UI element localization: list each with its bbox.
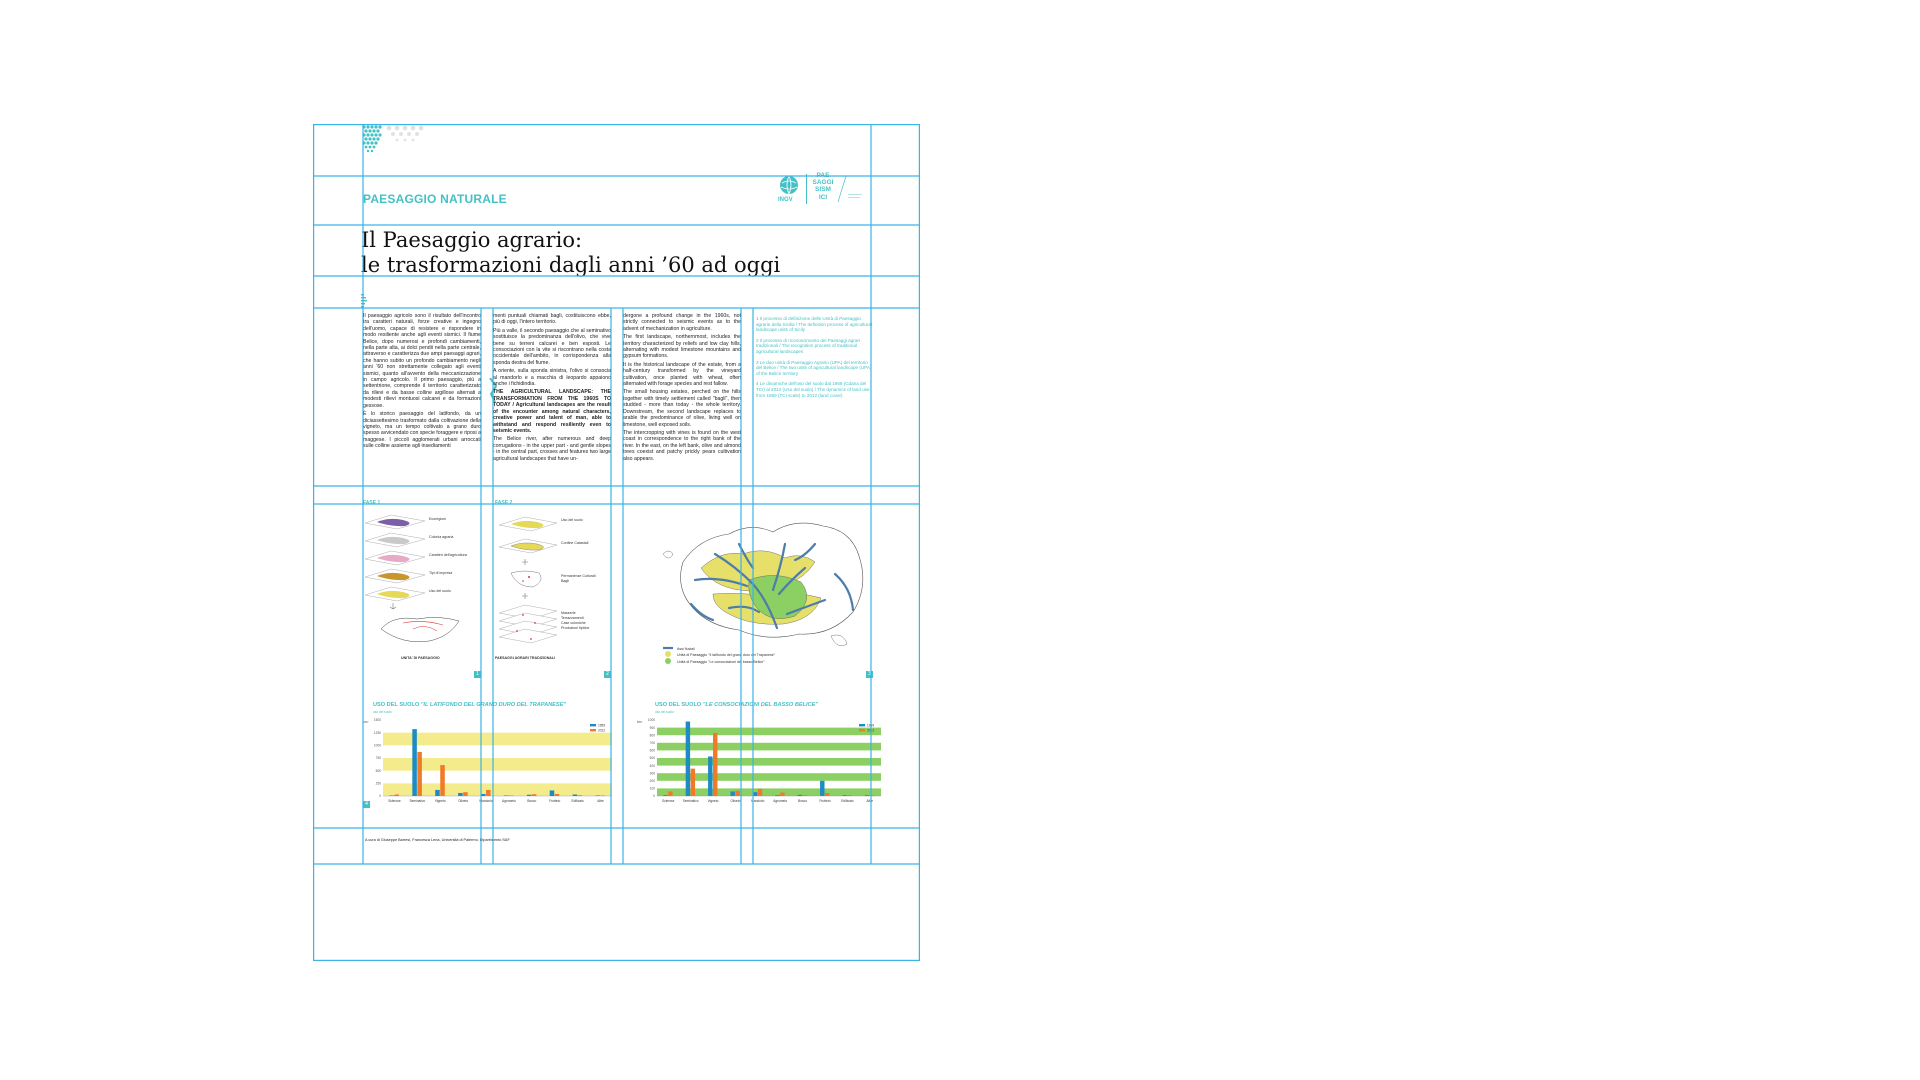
paragraph: Il paesaggio agricolo sono il risultato dell'incontro tra caratteri naturali, forze creative e ingegno dell'uomo, capace di resistere e rispondere in modo resiliente anche agli eventi sismici. Il fiume Belice, dopo numerosi e profondi cambiamenti, nella parte alta, ai dolci pendii nella parte centrale, attraverso e caratterizza due ampi paesaggi agrari, che hanno subito un profondo cambiamento negli anni '60 non strettamente collegato agli eventi sismici, quanto all'avvento della meccanizzazione in campo agricolo. Il primo paesaggio, più a settentrione, comprende il territorio caratterizzato da rilievi e da basse colline argillose alternati a modesti rilievi montuosi calcarei e da formazioni gessose. <box>363 313 481 409</box>
logo-line: PAE <box>816 172 830 179</box>
legend-label: 1959 <box>598 723 606 728</box>
bar-2012 <box>509 795 514 796</box>
legend-swatch <box>859 724 865 726</box>
bar-2012 <box>803 795 807 796</box>
x-tick-label: Vigneto <box>707 799 719 803</box>
figure-number: 3 <box>866 671 873 678</box>
x-tick-label: Agrumeto <box>502 799 516 803</box>
layer-label: Terrazzamenti <box>561 616 584 620</box>
chart-title-prefix: USO DEL SUOLO <box>373 702 421 708</box>
legend-label: 2012 <box>867 728 875 733</box>
paragraph: È lo storico paesaggio del latifondo, da un diciassettesimo trasformato dalla coltivazione della vigneto, ma un tempo coltivato a grano duro spesso avvicendato con specie foraggere e riposi a maggese. I piccoli agglomerati urbani arroccati sulle colline assieme agli insediamenti <box>363 411 481 450</box>
paragraph: The first landscape, northernmost, includes the territory characterized by reliefs and low clay hills, alternating with modest limestone mountains and gypsum formations. <box>623 334 741 360</box>
bar-2012 <box>780 793 784 796</box>
legend-label: Unità di Paesaggio "Le consociazioni del basso Belice" <box>677 660 765 664</box>
chart-2-title <box>655 702 818 708</box>
bar-1959 <box>686 722 690 796</box>
y-tick-label: 250 <box>375 781 381 786</box>
legend-label: Unità di Paesaggio "Il latifondo del grano duro del Trapanese" <box>677 653 776 657</box>
document-page <box>313 124 920 961</box>
bar-1959 <box>865 795 869 796</box>
y-axis-label: km² <box>637 720 643 724</box>
dot-pattern-icon <box>361 124 441 164</box>
y-tick-label: 100 <box>649 786 655 791</box>
chart-title-prefix: USO DEL SUOLO <box>655 702 703 708</box>
chart-1 <box>361 716 616 808</box>
y-tick-label: 500 <box>649 756 655 761</box>
text-column-3 <box>623 313 741 487</box>
chart-band <box>383 733 612 746</box>
ingv-logo-text: INGV <box>778 197 793 203</box>
y-tick-label: 500 <box>375 768 381 773</box>
bar-2012 <box>578 795 583 796</box>
y-tick-label: 300 <box>649 771 655 776</box>
bar-2012 <box>735 791 739 796</box>
layer-label: Case coloniche <box>561 621 586 625</box>
title-line-2: le trasformazioni dagli anni ’60 ad oggi <box>361 253 781 277</box>
bar-1959 <box>504 795 509 796</box>
layer-label: Masserie <box>561 611 576 615</box>
layer-label: Confine Catastali <box>561 541 589 545</box>
x-tick-label: Frutteto <box>549 799 561 803</box>
legend-label: Assi fluviali <box>677 647 695 651</box>
bar-2012 <box>825 793 829 796</box>
paragraph: menti puntuali chiamati bagli, costituiscono ebbe, più di oggi, l'intero territorio. <box>493 313 611 326</box>
figure-caption: UNITA' DI PAESAGGIO <box>401 656 440 660</box>
y-tick-label: 800 <box>649 733 655 738</box>
y-tick-label: 1000 <box>647 718 655 723</box>
x-tick-label: Sclerose <box>388 799 401 803</box>
bar-2012 <box>668 791 672 796</box>
bar-2012 <box>847 795 851 796</box>
bar-1959 <box>663 795 667 796</box>
figure-number: 4 <box>363 801 370 808</box>
bar-1959 <box>798 795 802 796</box>
legend-swatch <box>859 729 865 731</box>
chart-band <box>657 728 881 736</box>
bar-1959 <box>596 795 601 796</box>
y-tick-label: 1250 <box>373 730 381 735</box>
fig-label-fase2: FASE 2 <box>495 500 513 506</box>
fig-label-fase1: FASE 1 <box>363 500 381 506</box>
bar-2012 <box>486 790 491 796</box>
chart-band <box>657 743 881 751</box>
side-note: 4 Le dinamiche dell'uso del suolo dal 1959 (Cdana del TCI) al 2012 (Uso del suolo) / The dynamics of land use from 1959 (TCI scale) to 2012 (land cover) <box>756 381 870 398</box>
y-tick-label: 600 <box>649 748 655 753</box>
text-column-2 <box>493 313 611 487</box>
bar-2012 <box>758 789 762 796</box>
map-legend <box>663 647 776 664</box>
chart-band <box>657 773 881 781</box>
chart-title-emph: "LE CONSOCIAZIONI DEL BASSO BELICE" <box>702 702 818 708</box>
x-tick-label: Edificato <box>571 799 584 803</box>
x-tick-label: Agrumeto <box>773 799 788 803</box>
x-tick-label: Oliveto <box>458 799 469 803</box>
chart-2-subtitle: uso del suolo <box>655 710 674 714</box>
layer-label: Uso del suolo <box>429 589 451 593</box>
bar-1959 <box>842 795 846 796</box>
chart-band <box>657 788 881 796</box>
footer-credit: A cura di Giuseppe Barresi, Francesca Lena, Università di Palermo, Dipartimento SAF <box>365 838 510 842</box>
side-note: 2 Il processo di riconoscimento dei Paesaggi agrari tradizionali / The recognition process of traditional agricultural landscapes <box>756 337 860 354</box>
x-tick-label: Altre <box>866 799 874 803</box>
bar-2012 <box>555 794 560 796</box>
belice-map <box>655 504 873 664</box>
bar-1959 <box>527 795 532 796</box>
y-tick-label: 0 <box>653 794 655 799</box>
legend-label: 1959 <box>867 723 875 728</box>
figure-number: 2 <box>604 671 611 678</box>
bar-2012 <box>417 752 422 796</box>
logo-line: SAGGI <box>812 179 834 187</box>
paragraph: dergone a profound change in the 1960s, not strictly connected to seismic events as to the advent of mechanization in agriculture. <box>623 313 741 332</box>
x-tick-label: Altre <box>597 799 604 803</box>
ingv-globe-icon <box>778 174 800 196</box>
figure-1-layers <box>363 511 483 671</box>
x-tick-label: Mandorlo <box>479 799 493 803</box>
x-tick-label: Mandorlo <box>751 799 765 803</box>
chart-1-subtitle: uso del suolo <box>373 710 392 714</box>
logo-divider <box>806 174 807 204</box>
side-note: 3 Le due unità di Paesaggio Agrario (UPA) del territorio del Belice / The two units of agricultural landscape (UPA) of the Belice territory <box>756 359 872 376</box>
chart-title-emph: "IL LATIFONDO DEL GRANO DURO DEL TRAPANESE" <box>420 702 567 708</box>
paragraph: It is the historical landscape of the estate, from a half-century transformed by the vineyard cultivation, once planted with wheat, often alternated with forage species and rest fallow. <box>623 361 741 388</box>
bar-2012 <box>691 769 695 796</box>
x-tick-label: Seminativo <box>409 799 426 803</box>
y-axis-label: km² <box>363 720 369 724</box>
bar-1959 <box>820 781 824 796</box>
layer-label: Uso del suolo <box>561 518 583 522</box>
legend-swatch <box>590 724 596 726</box>
slash-logo-icon <box>836 174 866 204</box>
page-title <box>361 228 881 278</box>
figure-caption: PAESAGGI AGRARI TRADIZIONALI <box>495 656 556 660</box>
layer-label: Caratteri dell'agricoltura <box>429 553 467 557</box>
bar-1959 <box>730 791 734 796</box>
title-line-1: Il Paesaggio agrario: <box>361 228 583 252</box>
layer-label: Bagli <box>561 579 569 583</box>
x-tick-label: Seminativo <box>682 799 699 803</box>
layer-label: Colonia agraria <box>429 535 454 539</box>
legend-label: 2012 <box>598 728 606 733</box>
bar-1959 <box>550 790 555 796</box>
paragraph: Più a valle, il secondo paesaggio che al seminativo sostituisce la predominanza dell'olivo, che vive bene su terreni calcarei e ben esposti. Le consociazioni con la vite si riscontrano nella costa occidentale dell'ambito, in corrispondenza alla sponda destra del fiume. <box>493 327 611 366</box>
bar-2012 <box>440 765 445 796</box>
bar-2012 <box>463 792 468 796</box>
layer-label: Permanenze Culturali <box>561 574 596 578</box>
y-tick-label: 200 <box>649 779 655 783</box>
side-note: 1 Il processo di definizione delle Unità di Paesaggio agrarie della Sicilia / The definition process of agricultural landscape units of Sicily <box>756 316 873 333</box>
chart-band <box>657 758 881 766</box>
paragraph: The Belice river, after numerous and deep corrugations - in the upper part - and gentle slopes - in the central part, crosses and features two large agricultural landscapes that have un- <box>493 436 611 462</box>
bar-2012 <box>601 795 606 796</box>
figure-number: 1 <box>474 671 481 678</box>
chart-2 <box>635 716 885 808</box>
x-tick-label: Bosco <box>527 799 537 803</box>
x-tick-label: Vigneto <box>434 799 446 803</box>
figure-2-layers <box>495 511 615 671</box>
side-notes <box>756 316 874 403</box>
chart-1-title <box>373 702 566 708</box>
layer-label: Ecoregioni <box>429 517 446 521</box>
x-tick-label: Sclerose <box>661 799 675 803</box>
bar-2012 <box>870 795 874 796</box>
layer-label: Tipi di impresa <box>429 571 453 575</box>
bar-2012 <box>394 794 399 796</box>
paragraph: The small housing estates, perched on the hills together with timely settlement called "bagli", then studded - more than today - the whole territory. Downstream, the second landscape replaces to arable the predominance of olive, living well on limestone, well exposed soils. <box>623 389 741 428</box>
paragraph: The intercropping with vines is found on the west coast in correspondence to the right bank of the river. In the east, on the left bank, olive and almond trees coexist and patchy prickly pears cultivation also appears. <box>623 429 741 462</box>
bar-1959 <box>435 790 440 796</box>
y-tick-label: 900 <box>649 725 655 730</box>
logo-line: SISM <box>815 186 831 194</box>
x-tick-label: Bosco <box>798 799 808 803</box>
section-label: PAESAGGIO NATURALE <box>363 192 507 206</box>
bar-1959 <box>389 795 394 796</box>
y-tick-label: 1000 <box>373 743 381 748</box>
y-tick-label: 700 <box>649 741 655 745</box>
bar-2012 <box>713 733 717 796</box>
layer-label: Produzioni tipiche <box>561 626 590 630</box>
y-tick-label: 400 <box>649 763 655 768</box>
logo-line: ICI <box>818 193 828 201</box>
bar-1959 <box>708 756 712 796</box>
text-column-1 <box>363 313 481 487</box>
bar-1959 <box>573 794 578 796</box>
accent-mark-icon <box>361 294 369 308</box>
y-tick-label: 750 <box>375 756 381 761</box>
bar-1959 <box>481 794 486 796</box>
x-tick-label: Edificato <box>841 799 854 803</box>
x-tick-label: Frutteto <box>819 799 831 803</box>
y-tick-label: 0 <box>379 794 381 799</box>
bar-1959 <box>775 795 779 796</box>
paragraph: THE AGRICULTURAL LANDSCAPE: THE TRANSFORMATION FROM THE 1960S TO TODAY / Agricultural landscapes are the result of the encounter among natural characters, creative power and talent of man, able to withstand and respond resiliently even to seismic events. <box>493 389 611 434</box>
bar-1959 <box>412 729 417 796</box>
y-tick-label: 1500 <box>373 718 381 723</box>
x-tick-label: Oliveto <box>730 799 741 803</box>
bar-2012 <box>532 794 537 796</box>
paesaggi-sismici-logo <box>811 172 835 201</box>
paragraph: A oriente, sulla sponda sinistra, l'olivo si consocia al mandorlo e a macchia di leopardo appaiono anche i fichidindia. <box>493 368 611 388</box>
bar-1959 <box>458 793 463 796</box>
legend-swatch <box>590 729 596 731</box>
bar-1959 <box>753 792 757 796</box>
